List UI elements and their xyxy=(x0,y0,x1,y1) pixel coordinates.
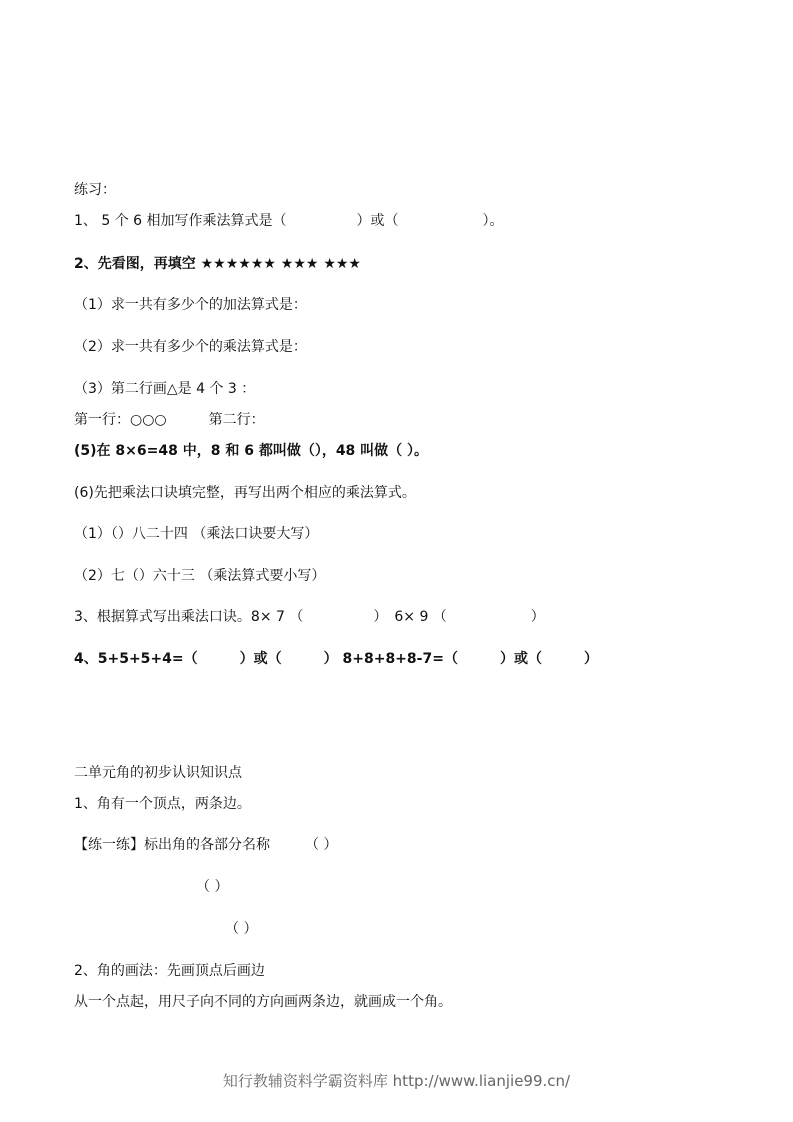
practice-heading: 练习： xyxy=(74,182,116,198)
question-1: 1、 5 个 6 相加写作乘法算式是（ ）或（ ）。 xyxy=(74,213,504,229)
unit2-point-2-text: 从一个点起，用尺子向不同的方向画两条边，就画成一个角。 xyxy=(74,994,452,1010)
footer-watermark: 知行教辅资料学霸资料库 http://www.lianjie99.cn/ xyxy=(222,1072,571,1090)
question-2-1: （1）求一共有多少个的加法算式是： xyxy=(74,297,307,313)
unit2-blank-a: （ ） xyxy=(196,879,229,895)
question-6-1: （1）（）八二十四 （乘法口诀要大写） xyxy=(74,526,319,542)
question-6-2: （2）七（）六十三 （乘法算式要小写） xyxy=(74,568,326,584)
question-2: 2、先看图，再填空 ★★★★★★ ★★★ ★★★ xyxy=(74,256,361,272)
question-4: 4、5+5+5+4=（ ）或（ ） 8+8+8+8-7=（ ）或（ ） xyxy=(74,651,598,667)
question-3: 3、根据算式写出乘法口诀。8× 7 （ ） 6× 9 （ ） xyxy=(74,609,545,625)
unit2-blank-b: （ ） xyxy=(225,921,258,937)
question-2-3: （3）第二行画△是 4 个 3 ： xyxy=(74,381,256,397)
unit2-point-1: 1、角有一个顶点，两条边。 xyxy=(74,796,251,812)
unit2-title: 二单元角的初步认识知识点 xyxy=(74,765,242,781)
question-2-rows: 第一行：○○○ 第二行： xyxy=(74,412,265,428)
unit2-point-2: 2、角的画法：先画顶点后画边 xyxy=(74,963,265,979)
unit2-exercise: 【练一练】标出角的各部分名称 （ ） xyxy=(74,837,338,853)
question-6: (6)先把乘法口诀填完整，再写出两个相应的乘法算式。 xyxy=(74,485,416,501)
question-2-2: （2）求一共有多少个的乘法算式是： xyxy=(74,339,307,355)
question-5: (5)在 8×6=48 中，8 和 6 都叫做（），48 叫做（ ）。 xyxy=(74,443,429,459)
